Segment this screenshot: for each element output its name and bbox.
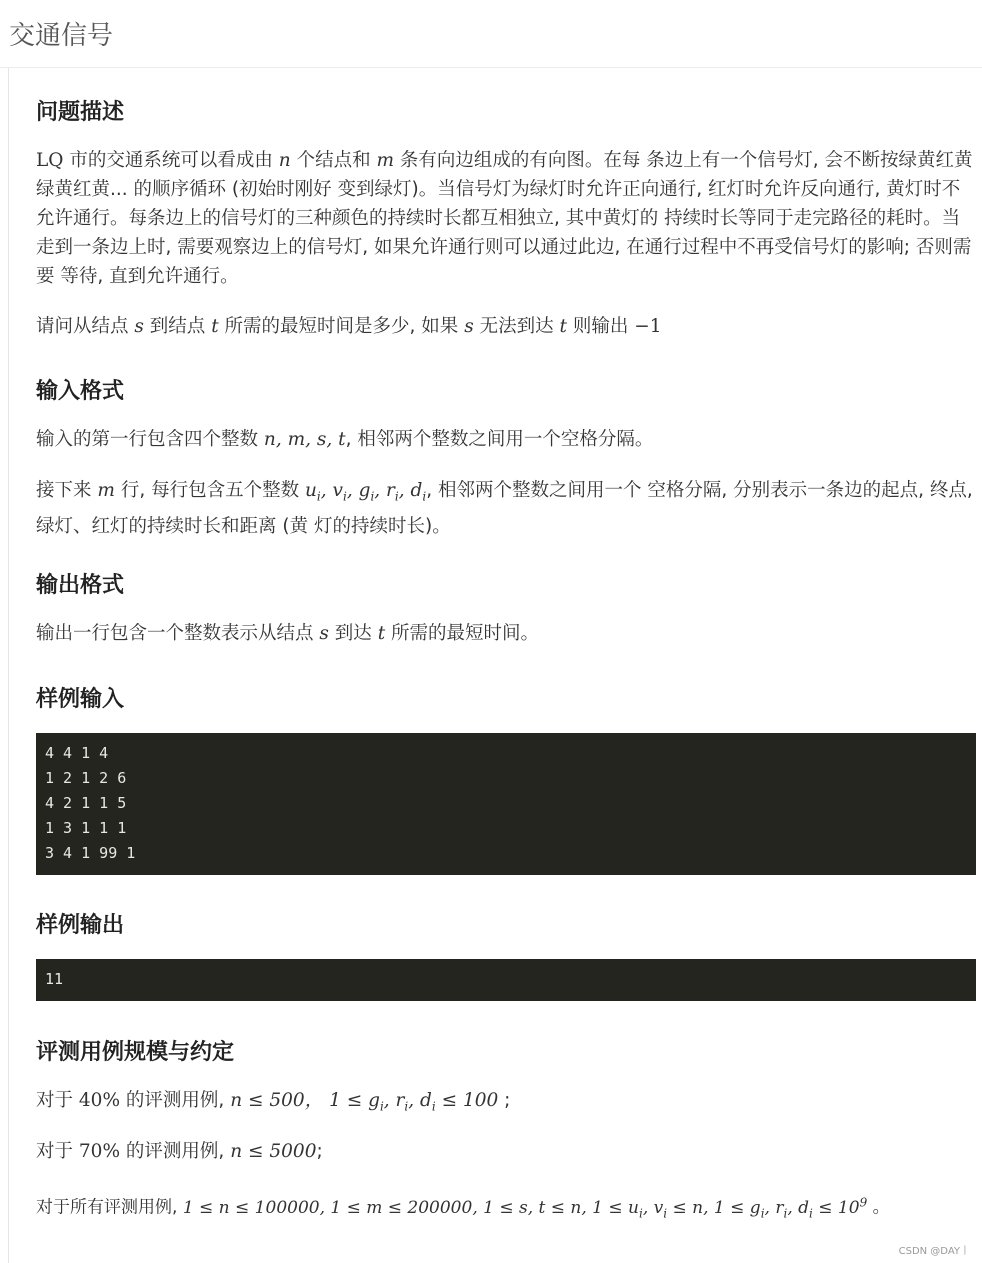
problem-paragraph-1: LQ 市的交通系统可以看成由 n 个结点和 m 条有向边组成的有向图。在每 条边上有一个信号灯, 会不断按绿黄红黄绿黄红黄... 的顺序循环 (初始时刚好 变到绿灯)。当信号灯为绿灯时允许正向通行, 红灯时允许反向通行, 黄灯时不 允许通行。每条边上的信号灯的三种颜色的持续时长都互相独立, 其中黄灯的 持续时长等同于走完路径的耗时。当走到一条边上时, 需要观察边上的信号灯, 如果允许通行则可以通过此边, 在通行过程中不再受信号灯的影响; 否则需要 等待, 直到允许通行。	[36, 150, 973, 287]
page-title: 交通信号	[9, 21, 114, 51]
sample-output-code-block[interactable]: 11	[36, 959, 976, 1001]
constraint-line-3: 对于所有评测用例, 1 ≤ n ≤ 100000, 1 ≤ m ≤ 200000, 1 ≤ s, t ≤ n, $1 \le u_i$, $v_i \le n$, $1 \le g_i$, $r_i$, $d_i \le 10^9$ 。	[36, 1195, 890, 1221]
input-paragraph-1: 输入的第一行包含四个整数 n, m, s, t, 相邻两个整数之间用一个空格分隔。	[36, 429, 654, 450]
output-heading: 输出格式	[36, 573, 125, 598]
csdn-watermark: CSDN @DAY丨	[898, 1246, 970, 1257]
problem-heading: 问题描述	[36, 100, 125, 125]
constraints-heading: 评测用例规模与约定	[36, 1040, 235, 1065]
left-border	[8, 68, 9, 1263]
input-heading: 输入格式	[36, 379, 125, 404]
problem-paragraph-2: 请问从结点 s 到结点 t 所需的最短时间是多少, 如果 s 无法到达 t 则输出 −1	[36, 316, 662, 337]
title-bar	[0, 0, 982, 68]
constraint-line-1: 对于 40% 的评测用例, n ≤ 500， $1 \le g_i$, $r_i$, $d_i \le 100$ ;	[36, 1090, 511, 1114]
constraint-line-2: 对于 70% 的评测用例, n ≤ 5000;	[36, 1141, 323, 1162]
input-paragraph-2: 接下来 m 行, 每行包含五个整数 $u_i$, $v_i$, $g_i$, $r_i$, $d_i$, 相邻两个整数之间用一个 空格分隔, 分别表示一条边的起点, 终点, 绿灯、红灯的持续时长和距离 (黄 灯的持续时长)。	[36, 480, 973, 537]
output-paragraph: 输出一行包含一个整数表示从结点 s 到达 t 所需的最短时间。	[36, 623, 540, 644]
sample-input-heading: 样例输入	[36, 687, 125, 712]
sample-output-heading: 样例输出	[36, 913, 125, 938]
sample-input-code-block[interactable]: 4 4 1 4 1 2 1 2 6 4 2 1 1 5 1 3 1 1 1 3 4 1 99 1	[36, 733, 976, 875]
